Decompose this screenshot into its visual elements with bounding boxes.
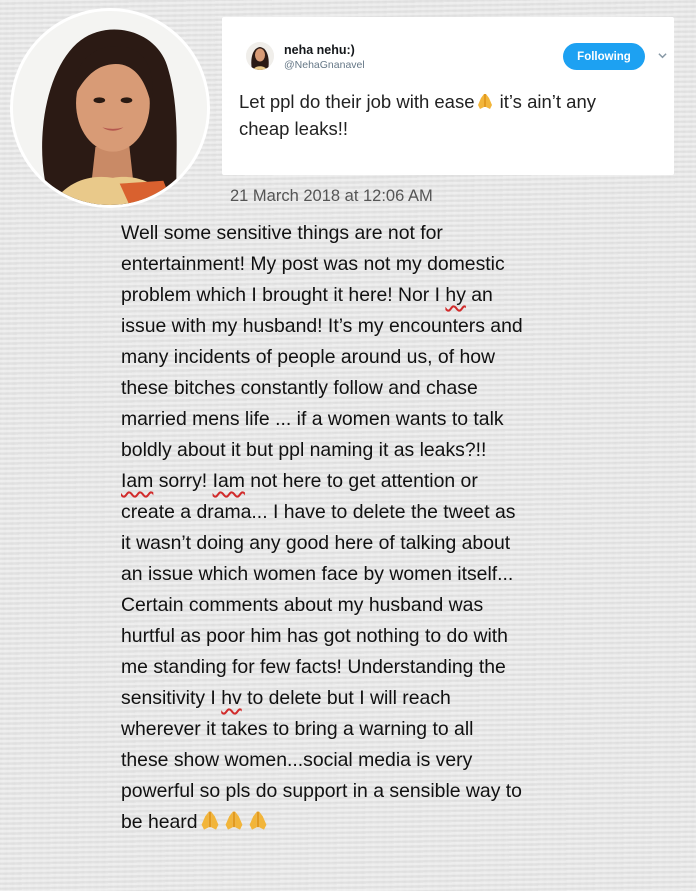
folded-hands-icon: [198, 808, 222, 832]
note-text: an: [465, 284, 493, 306]
note-text: not here to get attention or: [244, 470, 478, 492]
tweet-text-part: cheap leaks!!: [239, 118, 349, 139]
note-text: sensitivity I: [121, 687, 222, 709]
note-line: hurtful as poor him has got nothing to do with: [121, 625, 508, 647]
note-line: create a drama... I have to delete the tweet as: [121, 501, 516, 523]
tweet-text: [239, 88, 669, 142]
note-line: powerful so pls do support in a sensible way to: [121, 780, 522, 802]
avatar-icon: [246, 42, 274, 70]
folded-hands-icon: [222, 808, 246, 832]
profile-photo: [10, 8, 210, 208]
misspelled-word: Iam: [121, 470, 154, 492]
chevron-down-icon[interactable]: [658, 51, 667, 60]
note-body: [121, 218, 681, 838]
misspelled-word: Iam: [212, 470, 245, 492]
tweet-avatar[interactable]: [246, 42, 274, 70]
note-line: me standing for few facts! Understanding the: [121, 656, 506, 678]
note-line: Certain comments about my husband was: [121, 594, 484, 616]
note-line: many incidents of people around us, of how: [121, 346, 496, 368]
note-line: issue with my husband! It’s my encounters and: [121, 315, 523, 337]
note-line: an issue which women face by women itself...: [121, 563, 514, 585]
note-line: [121, 807, 681, 838]
tweet-text-part: Let ppl do their job with ease: [239, 91, 475, 112]
note-line: these show women...social media is very: [121, 749, 473, 771]
note-line: entertainment! My post was not my domestic: [121, 253, 505, 275]
note-line: these bitches constantly follow and chase: [121, 377, 478, 399]
note-line: [121, 466, 681, 497]
following-button[interactable]: Following: [563, 43, 645, 70]
note-text: sorry!: [153, 470, 213, 492]
note-line: [121, 683, 681, 714]
misspelled-word: hy: [445, 284, 466, 306]
woman-portrait-icon: [13, 11, 207, 205]
folded-hands-icon: [475, 91, 495, 111]
note-line: married mens life ... if a women wants to talk: [121, 408, 504, 430]
misspelled-word: hv: [221, 687, 242, 709]
note-text: problem which I brought it here! Nor I: [121, 284, 446, 306]
tweet-author-handle[interactable]: @NehaGnanavel: [284, 59, 365, 71]
note-timestamp: 21 March 2018 at 12:06 AM: [230, 187, 433, 205]
note-line: it wasn’t doing any good here of talking about: [121, 532, 511, 554]
tweet-text-part: it’s ain’t any: [494, 91, 596, 112]
note-text: to delete but I will reach: [241, 687, 451, 709]
note-line: boldly about it but ppl naming it as leaks?!!: [121, 439, 487, 461]
tweet-card: [222, 17, 674, 175]
note-line: Well some sensitive things are not for: [121, 222, 443, 244]
tweet-author-name[interactable]: neha nehu:): [284, 43, 355, 57]
note-line: wherever it takes to bring a warning to all: [121, 718, 474, 740]
folded-hands-icon: [246, 808, 270, 832]
note-text: be heard: [121, 811, 198, 833]
note-line: [121, 280, 681, 311]
